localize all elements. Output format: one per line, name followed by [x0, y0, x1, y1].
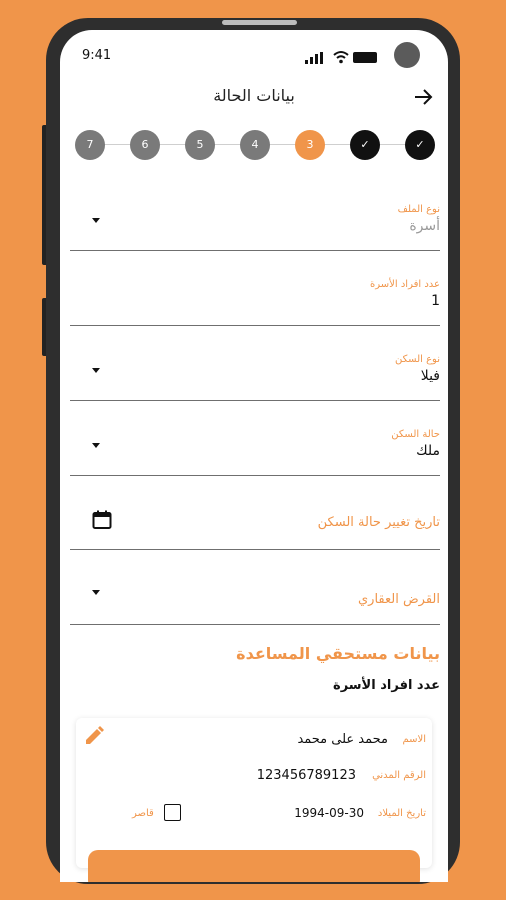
- step-6[interactable]: [130, 130, 160, 160]
- page-title: بيانات الحالة: [213, 86, 295, 105]
- chevron-down-icon: [92, 590, 100, 595]
- housing-status-select[interactable]: [70, 415, 440, 476]
- family-count-field[interactable]: [70, 265, 440, 326]
- housing-status-label: حالة السكن: [391, 429, 440, 440]
- step-label: 4: [251, 138, 259, 151]
- step-label: 7: [86, 138, 94, 151]
- step-label: ✓: [360, 138, 370, 151]
- progress-stepper: [60, 130, 448, 160]
- civil-id-value: 123456789123: [256, 768, 356, 783]
- phone-speaker: [222, 20, 297, 25]
- step-2[interactable]: [350, 130, 380, 160]
- chevron-down-icon: [92, 443, 100, 448]
- chevron-down-icon: [92, 368, 100, 373]
- housing-type-value: فيلا: [420, 368, 440, 384]
- signal-icon: [305, 52, 323, 64]
- edit-pencil-icon[interactable]: [84, 726, 104, 746]
- step-3[interactable]: [295, 130, 325, 160]
- real-estate-loan-placeholder: القرض العقاري: [357, 592, 440, 607]
- app-bar: [60, 78, 448, 118]
- housing-change-date-placeholder: تاريخ تغيير حالة السكن: [317, 515, 440, 530]
- step-label: 3: [306, 138, 314, 151]
- name-label: الاسم: [402, 734, 426, 745]
- wifi-icon: [333, 50, 349, 64]
- step-7[interactable]: [75, 130, 105, 160]
- step-label: ✓: [415, 138, 425, 151]
- chevron-down-icon: [92, 218, 100, 223]
- status-bar: [60, 30, 448, 78]
- file-type-select[interactable]: [70, 190, 440, 251]
- status-time: 9:41: [82, 48, 112, 63]
- beneficiaries-subtitle: عدد افراد الأسرة: [333, 678, 440, 693]
- dob-label: تاريخ الميلاد: [377, 808, 426, 819]
- app-screen: [60, 30, 448, 882]
- front-camera: [394, 42, 420, 68]
- file-type-value: أسرة: [409, 218, 440, 234]
- housing-type-label: نوع السكن: [395, 354, 440, 365]
- dob-value: 1994-09-30: [294, 806, 364, 820]
- step-label: 5: [196, 138, 204, 151]
- real-estate-loan-select[interactable]: [70, 565, 440, 625]
- minor-checkbox[interactable]: [164, 804, 181, 821]
- step-5[interactable]: [185, 130, 215, 160]
- civil-id-label: الرقم المدني: [372, 770, 426, 781]
- housing-status-value: ملك: [416, 443, 440, 459]
- beneficiary-card: [76, 718, 432, 868]
- housing-change-date-field[interactable]: [70, 490, 440, 550]
- next-button[interactable]: [88, 850, 420, 882]
- battery-icon: [353, 52, 377, 63]
- name-value: محمد على محمد: [297, 732, 388, 747]
- family-count-value: 1: [431, 293, 440, 309]
- file-type-label: نوع الملف: [397, 204, 440, 215]
- beneficiaries-title: بيانات مستحقي المساعدة: [236, 644, 440, 663]
- arrow-right-icon[interactable]: [412, 86, 434, 108]
- family-count-label: عدد افراد الأسرة: [370, 279, 440, 290]
- step-label: 6: [141, 138, 149, 151]
- minor-label: قاصر: [132, 808, 154, 819]
- calendar-icon[interactable]: [92, 510, 112, 530]
- step-4[interactable]: [240, 130, 270, 160]
- step-1[interactable]: [405, 130, 435, 160]
- housing-type-select[interactable]: [70, 340, 440, 401]
